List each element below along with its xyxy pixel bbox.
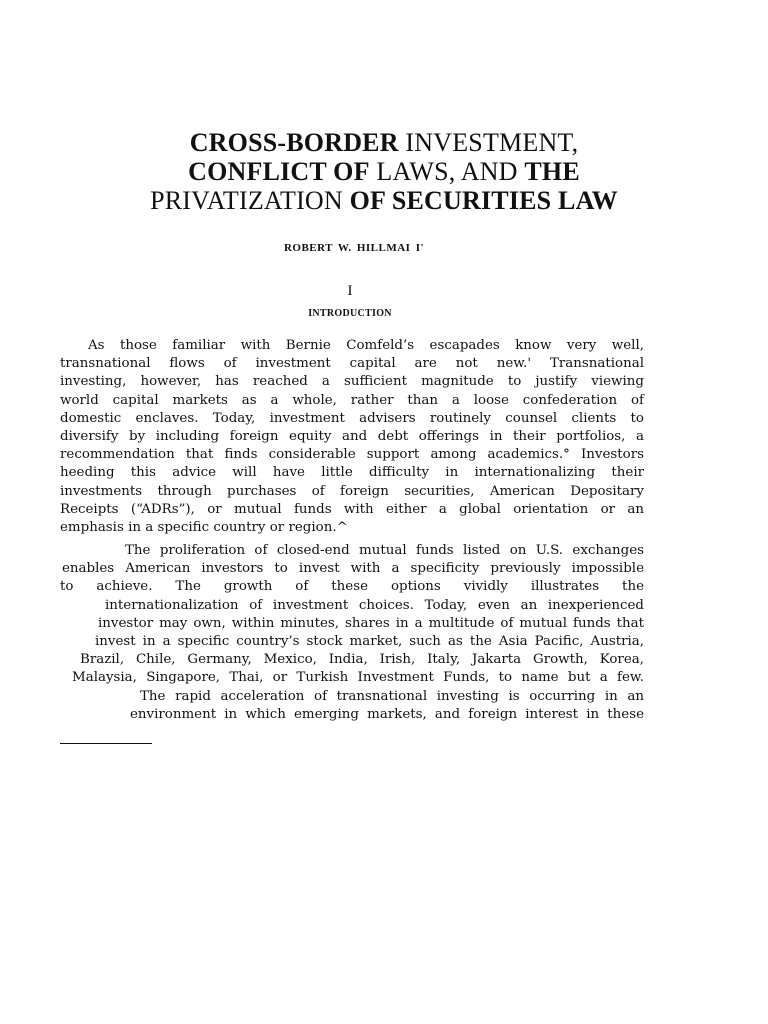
paragraph-2 <box>60 542 644 724</box>
text-line: enables American investors to invest with a specificity previously impossible <box>62 561 644 577</box>
text-line: investments through purchases of foreign securities, American Depositary <box>60 483 644 499</box>
article-title <box>60 128 708 215</box>
text-line: world capital markets as a whole, rather than a loose confederation of <box>60 392 644 408</box>
text-line: Receipts (“ADRs”), or mutual funds with either a global orientation or an <box>60 501 644 517</box>
text-line: domestic enclaves. Today, investment advisers routinely counsel clients to <box>60 410 644 426</box>
text-line: The rapid acceleration of transnational investing is occurring in an <box>140 688 644 704</box>
author-name: ROBERT W. HILLMAI I' <box>283 242 425 254</box>
title-line-1: CROSS-BORDER INVESTMENT, <box>189 128 579 157</box>
paragraph-1 <box>60 337 644 537</box>
title-line-3: PRIVATIZATION OF SECURITIES LAW <box>150 186 618 215</box>
text-line: investing, however, has reached a sufficient magnitude to justify viewing <box>60 374 644 390</box>
text-line: Brazil, Chile, Germany, Mexico, India, Irish, Italy, Jakarta Growth, Korea, <box>80 652 644 668</box>
section-number: I <box>347 283 353 299</box>
text-line: As those familiar with Bernie Comfeld’s escapades know very well, <box>88 338 644 353</box>
text-line: investor may own, within minutes, shares in a multitude of mutual funds that <box>98 615 644 631</box>
text-line: emphasis in a specific country or region.^ <box>60 520 348 536</box>
text-line: to achieve. The growth of these options vividly illustrates the <box>60 579 644 595</box>
section-heading: INTRODUCTION <box>308 308 392 319</box>
text-line: invest in a specific country’s stock market, such as the Asia Pacific, Austria, <box>95 634 644 650</box>
text-line: environment in which emerging markets, and foreign interest in these <box>130 706 644 722</box>
text-line: transnational flows of investment capital are not new.' Transnational <box>60 356 644 372</box>
text-line: Malaysia, Singapore, Thai, or Turkish Investment Funds, to name but a few. <box>72 670 644 686</box>
text-line: diversify by including foreign equity and debt offerings in their portfolios, a <box>60 429 644 445</box>
text-line: heeding this advice will have little difficulty in internationalizing their <box>60 465 644 481</box>
text-line: internationalization of investment choices. Today, even an inexperienced <box>105 597 644 613</box>
title-line-2: CONFLICT OF LAWS, AND THE <box>188 157 580 186</box>
footnote-separator <box>60 743 152 744</box>
text-line: The proliferation of closed-end mutual funds listed on U.S. exchanges <box>125 543 644 558</box>
text-line: recommendation that finds considerable support among academics.° Investors <box>60 447 644 463</box>
